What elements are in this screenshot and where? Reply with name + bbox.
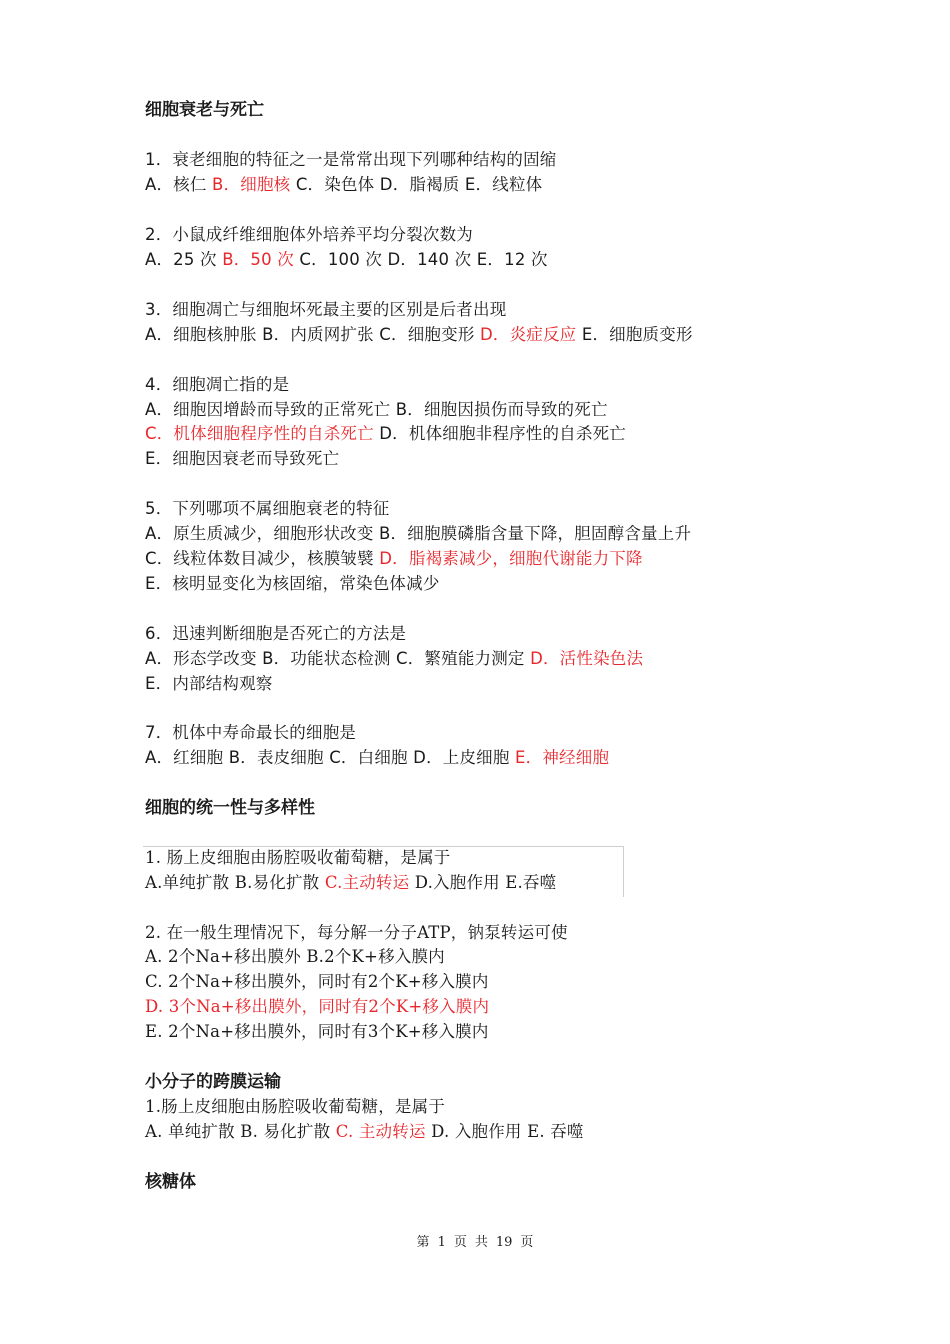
question-1-options: A．核仁 B．细胞核 C．染色体 D．脂褐质 E．线粒体	[145, 175, 543, 194]
unity-question-2-option-e: E. 2个Na+移出膜外，同时有3个K+移入膜内	[145, 1022, 489, 1041]
unity-question-1-options: A.单纯扩散 B.易化扩散 C.主动转运 D.入胞作用 E.吞噬	[145, 873, 557, 892]
question-3-stem: 3．细胞凋亡与细胞坏死最主要的区别是后者出现	[145, 300, 507, 319]
question-1-stem: 1．衰老细胞的特征之一是常常出现下列哪种结构的固缩	[145, 150, 557, 169]
correct-answer: C.主动转运	[324, 873, 410, 892]
question-5-stem: 5．下列哪项不属细胞衰老的特征	[145, 499, 390, 518]
correct-answer: E．神经细胞	[515, 748, 610, 767]
section-title-transport: 小分子的跨膜运输	[145, 1072, 281, 1092]
transport-question-1-options: A. 单纯扩散 B. 易化扩散 C. 主动转运 D. 入胞作用 E. 吞噬	[145, 1122, 584, 1141]
correct-answer: B．细胞核	[212, 175, 291, 194]
transport-question-1-stem: 1.肠上皮细胞由肠腔吸收葡萄糖，是属于	[145, 1097, 446, 1116]
question-6-options-2: E．内部结构观察	[145, 674, 273, 693]
page-number: 1	[437, 1235, 446, 1250]
question-6-options-1: A．形态学改变 B．功能状态检测 C．繁殖能力测定 D．活性染色法	[145, 649, 644, 668]
question-7-options: A．红细胞 B．表皮细胞 C．白细胞 D．上皮细胞 E．神经细胞	[145, 748, 610, 767]
correct-answer: D．活性染色法	[530, 649, 644, 668]
correct-answer: B．50 次	[222, 250, 294, 269]
correct-answer: D．脂褐素减少，细胞代谢能力下降	[379, 549, 643, 568]
question-6-stem: 6．迅速判断细胞是否死亡的方法是	[145, 624, 407, 643]
question-4-options-1: A．细胞因增龄而导致的正常死亡 B．细胞因损伤而导致的死亡	[145, 400, 608, 419]
question-4-stem: 4．细胞凋亡指的是	[145, 375, 290, 394]
unity-question-1-stem: 1. 肠上皮细胞由肠腔吸收葡萄糖，是属于	[145, 848, 451, 867]
question-5-options-3: E．核明显变化为核固缩，常染色体减少	[145, 574, 440, 593]
unity-question-2-stem: 2. 在一般生理情况下，每分解一分子ATP，钠泵转运可使	[145, 923, 568, 942]
question-5-options-1: A．原生质减少，细胞形状改变 B．细胞膜磷脂含量下降，胆固醇含量上升	[145, 524, 692, 543]
correct-answer: D. 3个Na+移出膜外，同时有2个K+移入膜内	[145, 997, 490, 1016]
question-4-options-2: C．机体细胞程序性的自杀死亡 D．机体细胞非程序性的自杀死亡	[145, 424, 626, 443]
question-4-options-3: E．细胞因衰老而导致死亡	[145, 449, 340, 468]
correct-answer: C．机体细胞程序性的自杀死亡	[145, 424, 374, 443]
correct-answer: D．炎症反应	[479, 325, 577, 344]
section-title-aging-death: 细胞衰老与死亡	[145, 100, 264, 120]
section-title-ribosome: 核糖体	[145, 1172, 196, 1192]
question-2-stem: 2．小鼠成纤维细胞体外培养平均分裂次数为	[145, 225, 473, 244]
question-3-options: A．细胞核肿胀 B．内质网扩张 C．细胞变形 D．炎症反应 E．细胞质变形	[145, 325, 693, 344]
unity-question-2-option-c: C. 2个Na+移出膜外，同时有2个K+移入膜内	[145, 972, 489, 991]
question-7-stem: 7．机体中寿命最长的细胞是	[145, 723, 357, 742]
total-pages: 19	[495, 1235, 513, 1250]
question-2-options: A．25 次 B．50 次 C．100 次 D．140 次 E．12 次	[145, 250, 548, 269]
page-footer: 第 1 页 共 19 页	[416, 1235, 534, 1250]
section-title-unity-diversity: 细胞的统一性与多样性	[145, 798, 315, 818]
question-5-options-2: C．线粒体数目减少，核膜皱襞 D．脂褐素减少，细胞代谢能力下降	[145, 549, 643, 568]
unity-question-2-option-a: A. 2个Na+移出膜外 B.2个K+移入膜内	[145, 947, 445, 966]
correct-answer: C. 主动转运	[335, 1122, 426, 1141]
